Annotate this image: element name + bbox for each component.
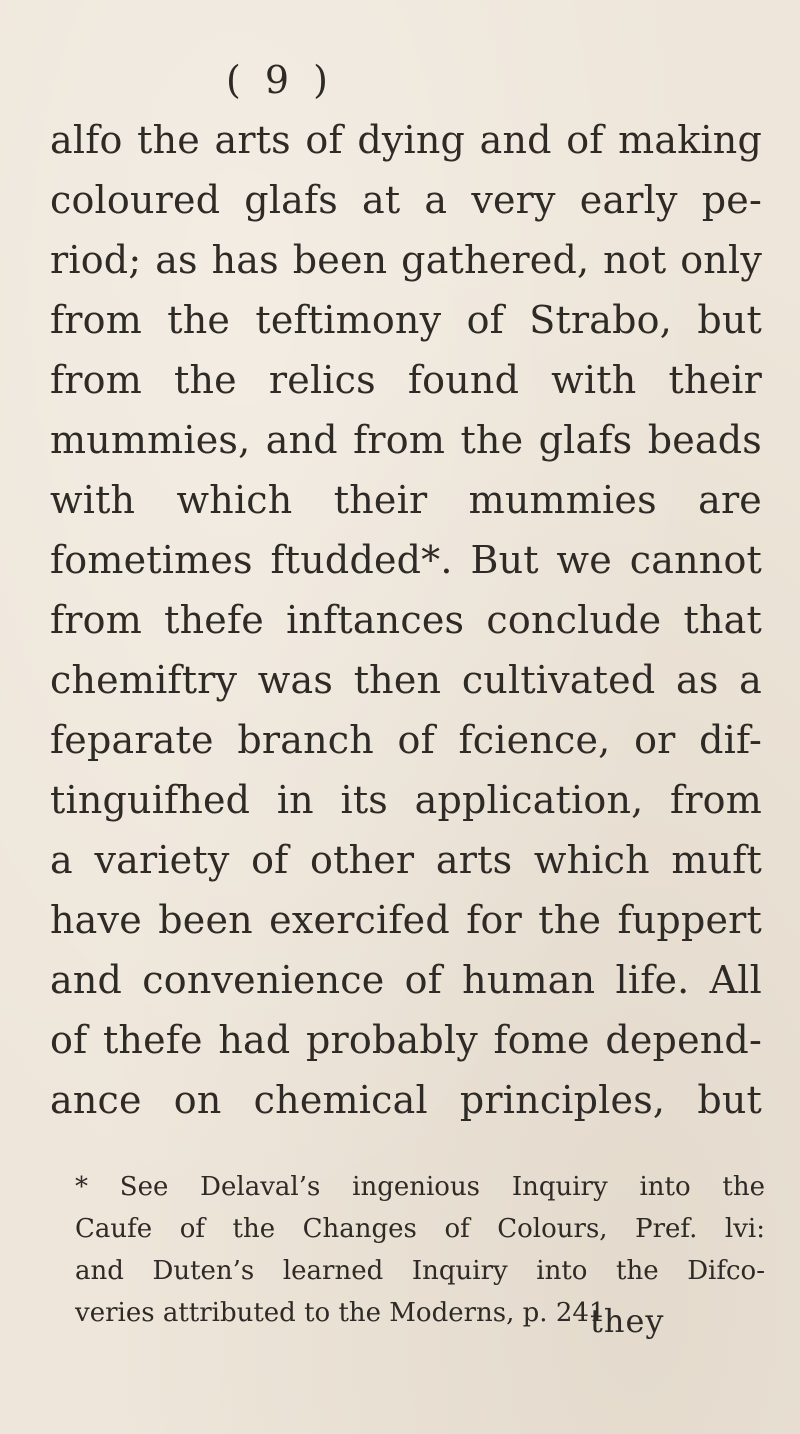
text-line: feparate branch of fcience, or dif- <box>50 718 762 762</box>
text-line: mummies, and from the glafs beads <box>50 418 762 462</box>
text-line: coloured glafs at a very early pe- <box>50 178 762 222</box>
text-line: and convenience of human life. All <box>50 958 762 1002</box>
text-line: fometimes ftudded*. But we cannot <box>50 538 762 582</box>
text-line: from the teftimony of Strabo, but <box>50 298 762 342</box>
text-line: ance on chemical principles, but <box>50 1078 762 1122</box>
footnote-line: * See Delaval’s ingenious Inquiry into the <box>75 1172 765 1202</box>
text-line: riod; as has been gathered, not only <box>50 238 762 282</box>
footnote-line: veries attributed to the Moderns, p. 241. <box>75 1298 614 1328</box>
page-number: ( 9 ) <box>226 58 334 102</box>
text-line: of thefe had probably fome depend- <box>50 1018 762 1062</box>
text-line: with which their mummies are <box>50 478 762 522</box>
text-line: a variety of other arts which muft <box>50 838 762 882</box>
footnote-line: and Duten’s learned Inquiry into the Difco- <box>75 1256 765 1286</box>
footnote-line: Caufe of the Changes of Colours, Pref. lvi: <box>75 1214 765 1244</box>
text-line: alfo the arts of dying and of making <box>50 118 762 162</box>
text-line: tinguifhed in its application, from <box>50 778 762 822</box>
text-line: chemiftry was then cultivated as a <box>50 658 762 702</box>
catchword: they <box>590 1302 665 1340</box>
body-text <box>50 110 762 1130</box>
text-line: from thefe inftances conclude that <box>50 598 762 642</box>
text-line: have been exercifed for the fuppert <box>50 898 762 942</box>
text-line: from the relics found with their <box>50 358 762 402</box>
